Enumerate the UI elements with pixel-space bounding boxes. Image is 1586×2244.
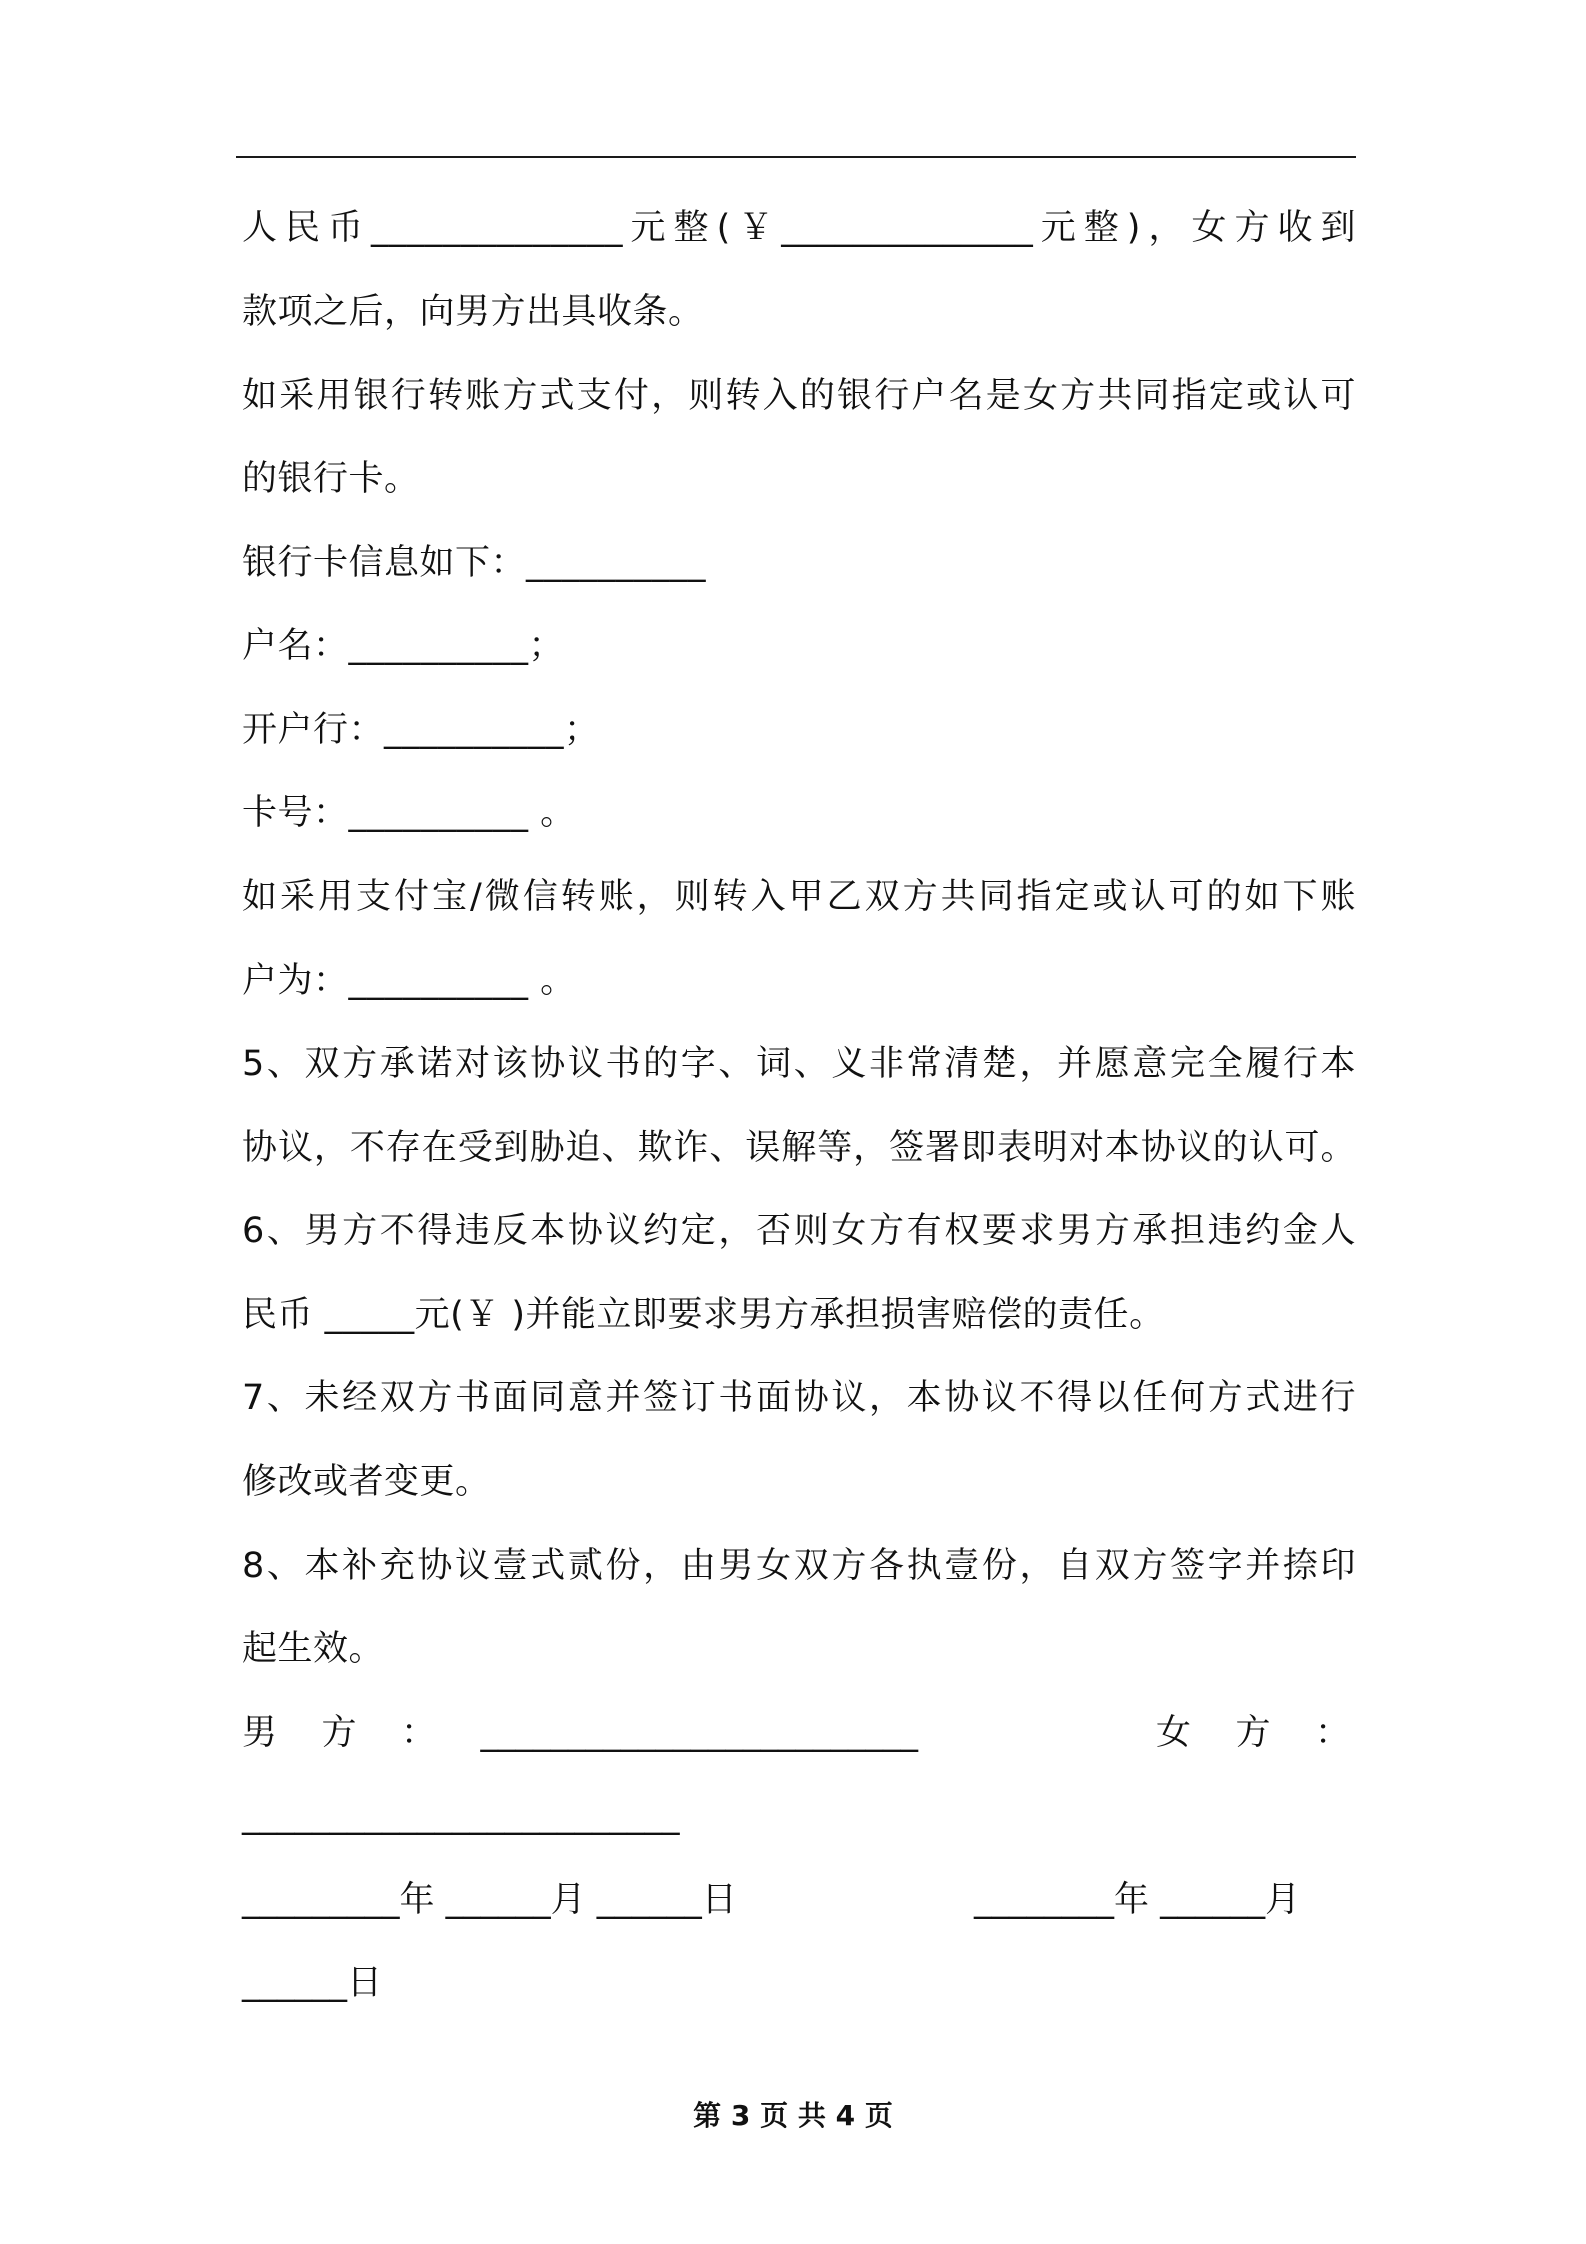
male-date-line: _________年 ______月 ______日 xyxy=(242,1880,737,1920)
text-line-3: 如采用银行转账方式支付，则转入的银行户名是女方共同指定或认可 xyxy=(242,376,1356,416)
clause-5-line-1: 5、双方承诺对该协议书的字、词、义非常清楚，并愿意完全履行本 xyxy=(242,1044,1356,1084)
clause-8-line-2: 起生效。 xyxy=(242,1629,385,1669)
clause-7-line-2: 修改或者变更。 xyxy=(242,1462,491,1502)
clause-6-line-2: 民币 _____元(￥ )并能立即要求男方承担损害赔偿的责任。 xyxy=(242,1295,1165,1335)
text-line-2: 款项之后，向男方出具收条。 xyxy=(242,292,704,332)
bank-info-line: 银行卡信息如下：__________ xyxy=(242,543,707,583)
header-rule xyxy=(236,156,1356,158)
clause-6-line-1: 6、男方不得违反本协议约定，否则女方有权要求男方承担违约金人 xyxy=(242,1211,1356,1251)
bank-branch-line: 开户行：__________； xyxy=(242,710,600,750)
clause-7-line-1: 7、未经双方书面同意并签订书面协议，本协议不得以任何方式进行 xyxy=(242,1378,1356,1418)
page-footer: 第 3 页 共 4 页 xyxy=(693,2099,893,2132)
male-signature-line: 男 方 ： _________________________ xyxy=(242,1713,919,1753)
female-signature-label: 女 方 ： xyxy=(1156,1713,1351,1753)
clause-5-line-2: 协议，不存在受到胁迫、欺诈、误解等，签署即表明对本协议的认可。 xyxy=(242,1128,1356,1168)
female-date-day: ______日 xyxy=(242,1963,383,2003)
account-name-line: 户名：__________； xyxy=(242,626,565,666)
text-line-9: 如采用支付宝/微信转账，则转入甲乙双方共同指定或认可的如下账 xyxy=(242,877,1356,917)
female-date-line: ________年 ______月 xyxy=(974,1880,1301,1920)
text-line-4: 的银行卡。 xyxy=(242,459,420,499)
card-number-line: 卡号：__________ 。 xyxy=(242,793,576,833)
clause-8-line-1: 8、本补充协议壹式贰份，由男女双方各执壹份，自双方签字并捺印 xyxy=(242,1546,1356,1586)
text-line-1: 人民币______________元整(￥______________元整)，女方收到 xyxy=(242,208,1356,248)
text-line-10: 户为：__________ 。 xyxy=(242,961,576,1001)
female-signature-line: _________________________ xyxy=(242,1796,680,1836)
